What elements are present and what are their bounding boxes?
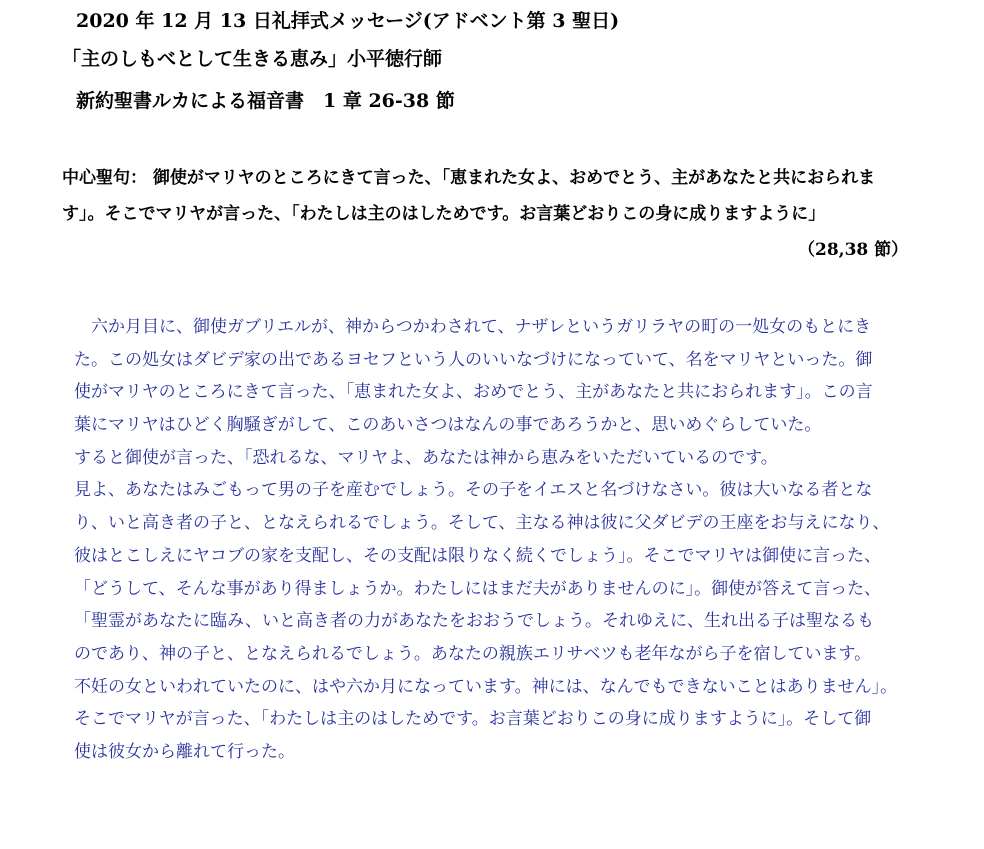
passage-line: り、いと高き者の子と、となえられるでしょう。そして、主なる神は彼に父ダビデの王座をお与えになり、 [74, 513, 890, 534]
scripture-reference: 新約聖書ルカによる福音書 1 章 26-38 節 [76, 90, 455, 112]
passage-line: 葉にマリヤはひどく胸騒ぎがして、このあいさつはなんの事であろうかと、思いめぐらしていた。 [74, 415, 822, 436]
passage-line: 使がマリヤのところにきて言った、「恵まれた女よ、おめでとう、主があなたと共におられます」。この言 [74, 382, 873, 403]
sermon-title: 「主のしもべとして生きる恵み」小平徳行師 [62, 48, 443, 70]
passage-line: 彼はとこしえにヤコブの家を支配し、その支配は限りなく続くでしょう」。そこでマリヤは御使に言った、 [74, 545, 882, 566]
passage-line: 使は彼女から離れて行った。 [74, 741, 295, 762]
passage-line: 「どうして、そんな事があり得ましょうか。わたしにはまだ夫がありませんのに」。御使が答えて言った、 [74, 578, 882, 599]
passage-line: 「聖霊があなたに臨み、いと高き者の力があなたをおおうでしょう。それゆえに、生れ出る子は聖なるも [74, 611, 875, 632]
key-verse-line: す」。そこでマリヤが言った、「わたしは主のはしためです。お言葉どおりこの身に成りますように」 [62, 204, 826, 224]
passage-line: た。この処女はダビデ家の出であるヨセフという人のいいなづけになっていて、名をマリヤといった。御 [74, 349, 873, 370]
scripture-passage [74, 311, 954, 769]
passage-line: 六か月目に、御使ガブリエルが、神からつかわされて、ナザレというガリラヤの町の一処女のもとにき [74, 317, 872, 337]
service-date-title: 2020 年 12 月 13 日礼拝式メッセージ(アドベント第 3 聖日) [76, 10, 620, 32]
key-verse [62, 160, 942, 232]
passage-line: すると御使が言った、「恐れるな、マリヤよ、あなたは神から恵みをいただいているのです。 [74, 447, 778, 468]
passage-line: そこでマリヤが言った、「わたしは主のはしためです。お言葉どおりこの身に成りますように」。そして御 [74, 709, 872, 730]
passage-line: 見よ、あなたはみごもって男の子を産むでしょう。その子をイエスと名づけなさい。彼は大いなる者とな [74, 480, 873, 501]
key-verse-line: 中心聖句： 御使がマリヤのところにきて言った、「恵まれた女よ、おめでとう、主があなたと共におられま [62, 168, 876, 188]
passage-line: のであり、神の子と、となえられるでしょう。あなたの親族エリサベツも老年ながら子を宿しています。 [74, 643, 872, 664]
passage-line: 不妊の女といわれていたのに、はや六か月になっています。神には、なんでもできないことはありません」。 [74, 676, 898, 697]
key-verse-reference: （28,38 節） [798, 240, 909, 260]
